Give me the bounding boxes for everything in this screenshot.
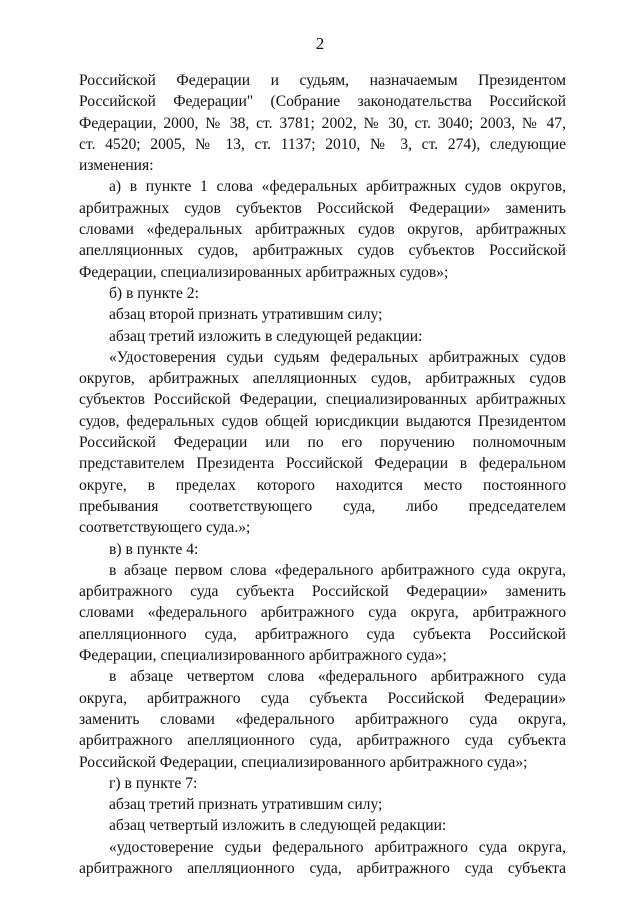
text-line: в абзаце первом слова «федерального арбитражного суда округа,: [109, 561, 566, 579]
text-line: округа, арбитражного суда субъекта Российской Федерации»: [79, 689, 566, 707]
text-line: в) в пункте 4:: [109, 540, 199, 558]
text-line: пребывания соответствующего суда, либо председателем: [79, 497, 566, 515]
text-line: абзац третий признать утратившим силу;: [109, 796, 383, 814]
text-line: соответствующего суда.»;: [79, 519, 251, 537]
text-line: а) в пункте 1 слова «федеральных арбитражных судов округов,: [109, 178, 566, 196]
text-line: арбитражного апелляционного суда, арбитражного суда субъекта: [79, 859, 566, 877]
text-line: арбитражного апелляционного суда, арбитражного суда субъекта: [79, 732, 566, 750]
text-line: Федерации, 2000, № 38, ст. 3781; 2002, № 30, ст. 3040; 2003, № 47,: [79, 114, 566, 132]
text-line: Федерации, специализированных арбитражных судов»;: [79, 263, 449, 281]
text-line: абзац четвертый изложить в следующей редакции:: [109, 817, 447, 835]
text-line: Российской Федерации" (Собрание законодательства Российской: [79, 93, 566, 111]
text-line: арбитражного суда субъекта Российской Федерации» заменить: [79, 583, 566, 601]
text-line: ст. 4520; 2005, № 13, ст. 1137; 2010, № 3, ст. 274), следующие: [79, 135, 566, 153]
text-line: округе, в пределах которого находится место постоянного: [79, 476, 566, 494]
text-line: Федерации, специализированного арбитражного суда»;: [79, 647, 447, 665]
text-line: округов, арбитражных апелляционных судов, арбитражных судов: [79, 370, 566, 388]
text-line: апелляционных судов, арбитражных судов субъектов Российской: [79, 242, 566, 260]
text-line: арбитражных судов субъектов Российской Федерации» заменить: [79, 199, 566, 217]
text-line: словами «федеральных арбитражных судов округов, арбитражных: [79, 221, 566, 239]
text-line: Российской Федерации и судьям, назначаемым Президентом: [79, 72, 566, 89]
document-body: [79, 70, 566, 879]
text-line: изменения:: [79, 157, 154, 175]
text-line: в абзаце четвертом слова «федерального арбитражного суда: [109, 668, 566, 686]
text-line: субъектов Российской Федерации, специализированных арбитражных: [79, 391, 566, 409]
text-line: абзац второй признать утратившим силу;: [109, 306, 383, 324]
text-line: г) в пункте 7:: [109, 774, 198, 792]
text-line: заменить словами «федерального арбитражного суда округа,: [79, 710, 566, 728]
text-line: представителем Президента Российской Федерации в федеральном: [79, 455, 566, 473]
text-line: «удостоверение судьи федерального арбитражного суда округа,: [109, 838, 566, 856]
text-line: судов, федеральных судов общей юрисдикции выдаются Президентом: [79, 412, 566, 430]
text-line: апелляционного суда, арбитражного суда субъекта Российской: [79, 625, 566, 643]
page-number: 2: [315, 34, 325, 53]
text-line: словами «федерального арбитражного суда округа, арбитражного: [79, 604, 566, 622]
text-line: «Удостоверения судьи судьям федеральных арбитражных судов: [109, 348, 566, 366]
text-line: абзац третий изложить в следующей редакции:: [109, 327, 423, 345]
text-line: б) в пункте 2:: [109, 284, 199, 302]
text-line: Российской Федерации, специализированного арбитражного суда»;: [79, 753, 528, 771]
text-line: Российской Федерации или по его поручению полномочным: [79, 434, 566, 452]
